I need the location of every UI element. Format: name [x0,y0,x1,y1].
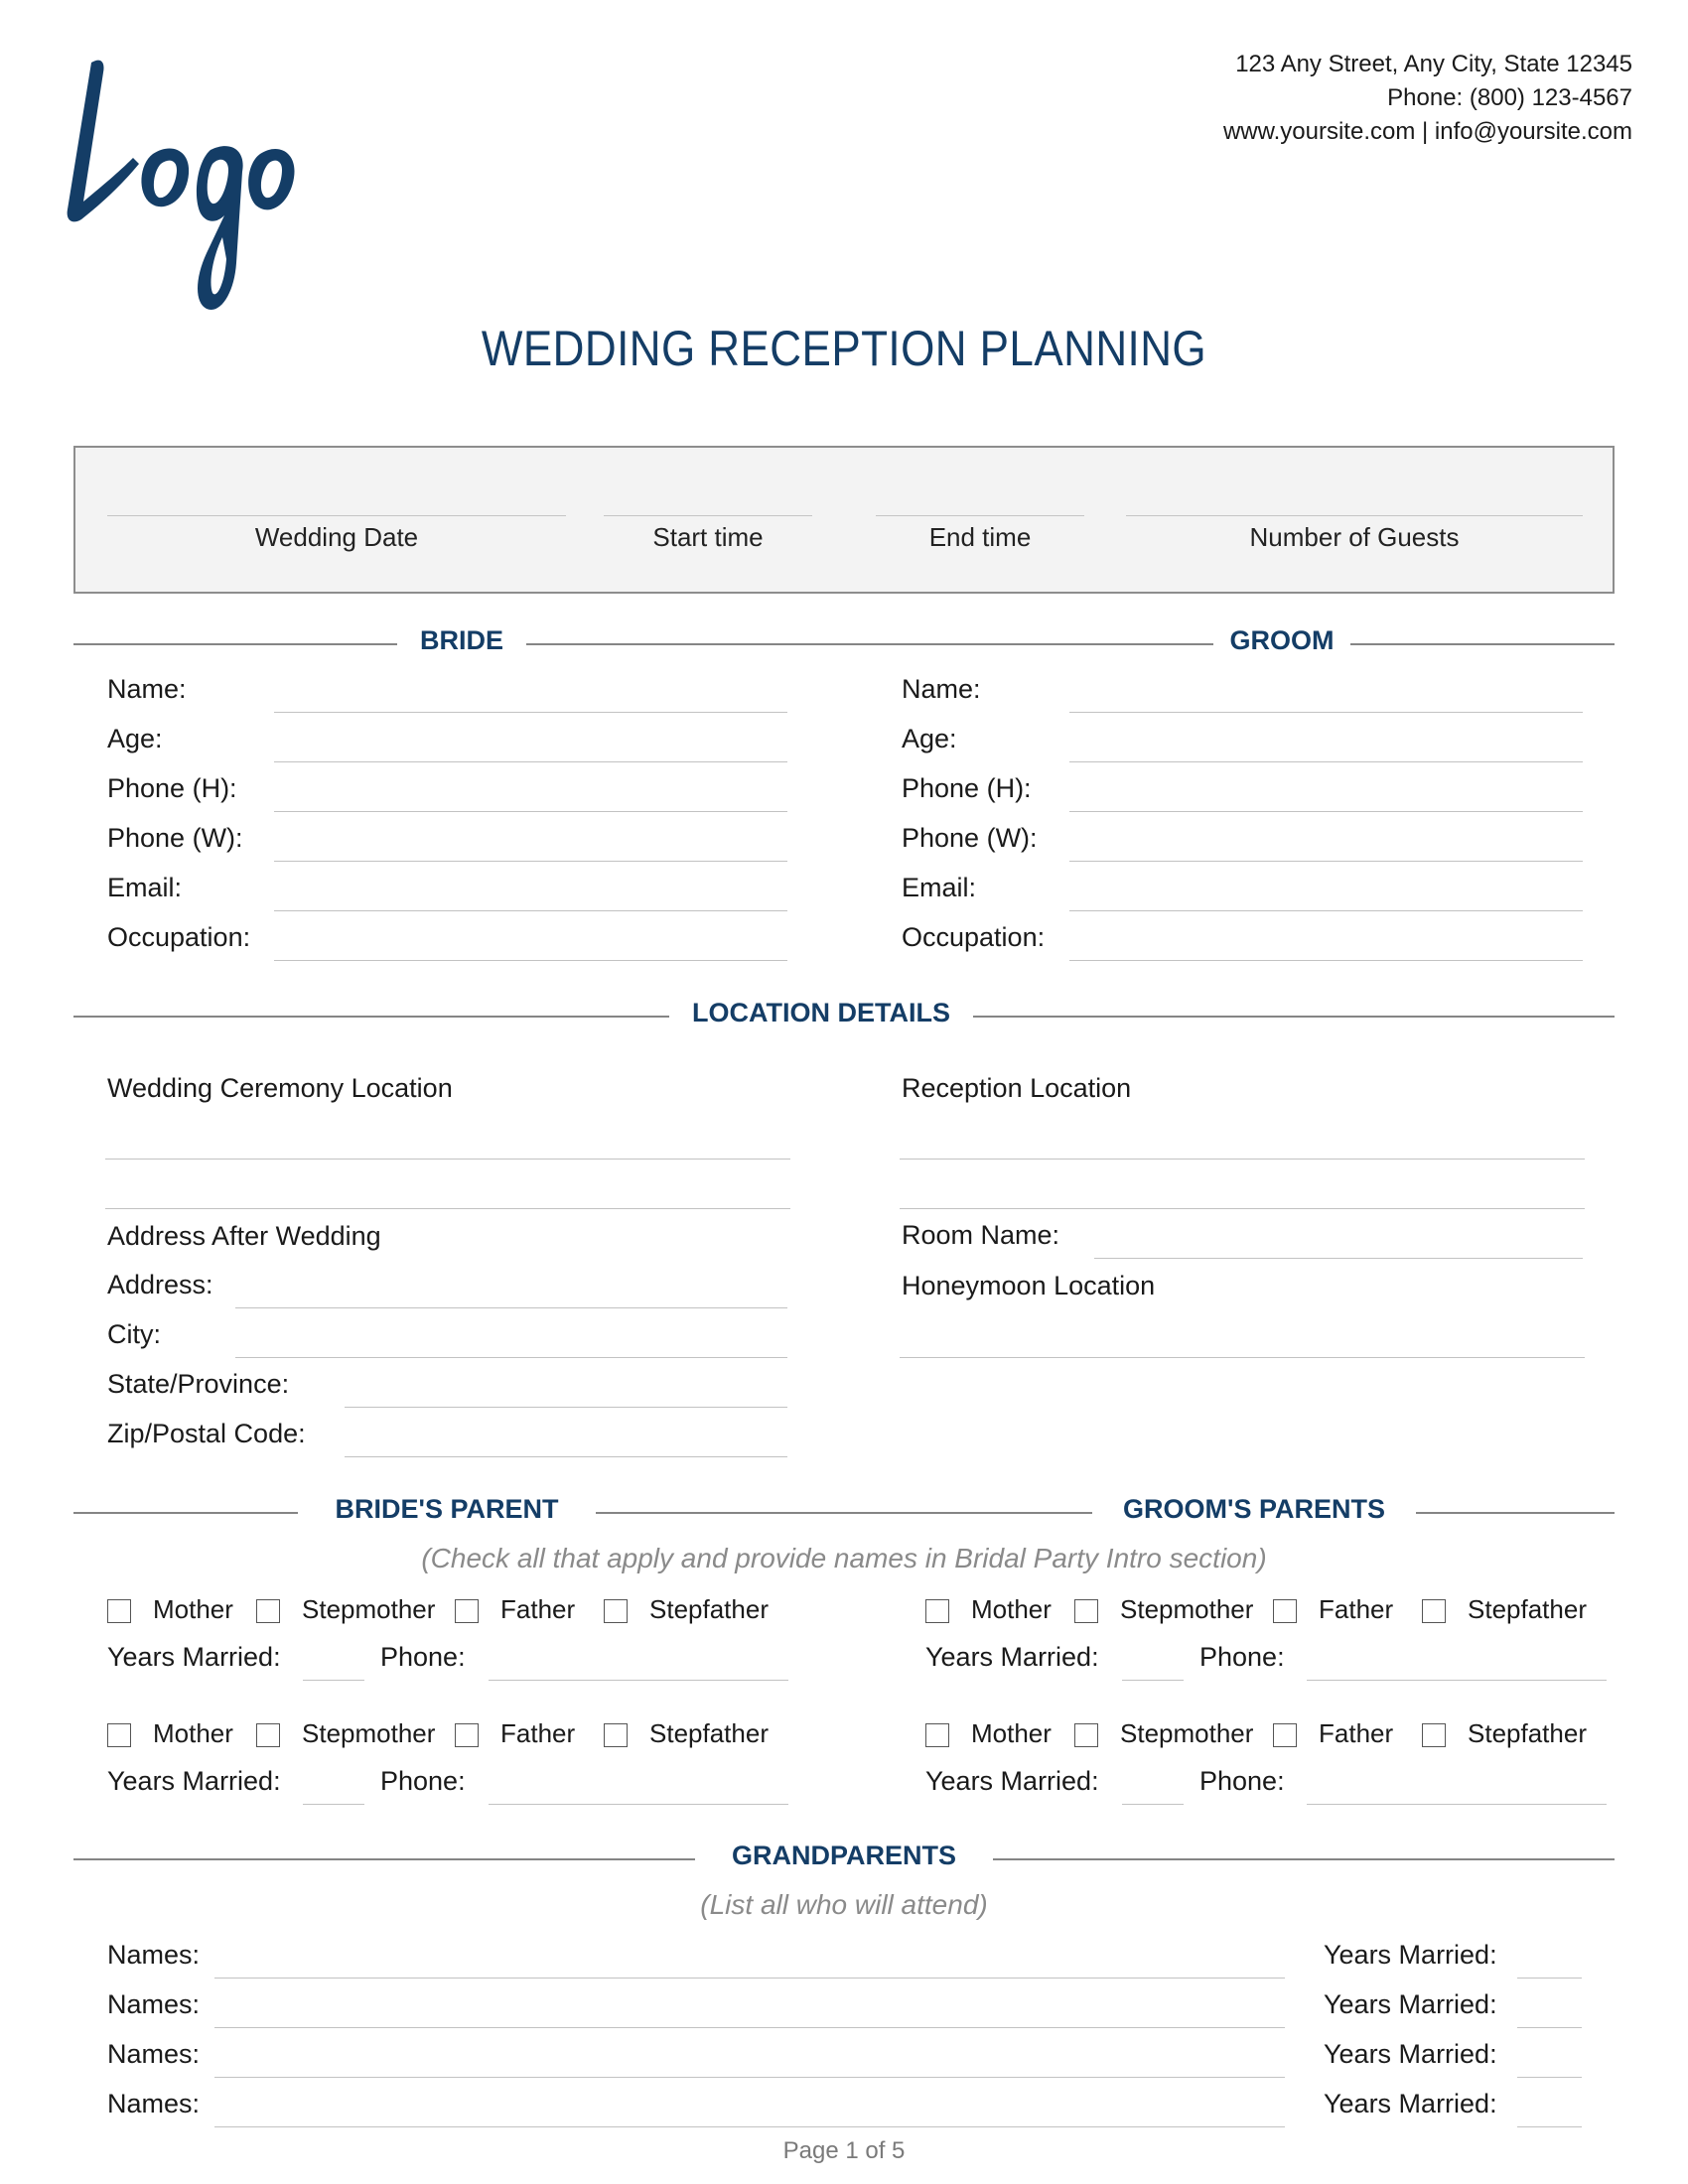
wedding-date-field[interactable] [107,515,566,553]
reception-location-input-1[interactable] [900,1159,1585,1160]
grandparents-3-names-label: Names: [107,2039,201,2069]
groom-email-label: Email: [902,873,977,902]
brides-parent-2-years-label: Years Married: [107,1766,281,1796]
start-time-field[interactable] [604,515,812,553]
city-label: City: [107,1319,161,1349]
number-of-guests-label: Number of Guests [1249,522,1460,552]
bride-phone-h-label: Phone (H): [107,773,237,803]
grandparents-2-years-input[interactable] [1517,2027,1582,2028]
bride-name-label: Name: [107,674,187,704]
ceremony-location-label: Wedding Ceremony Location [107,1073,453,1103]
groom-phone-w-input[interactable] [1069,861,1583,862]
contact-phone: Phone: (800) 123-4567 [1387,84,1632,111]
brides-parent-2-mother-checkbox[interactable] [107,1723,131,1747]
grooms-parent-2-mother-label: Mother [971,1718,1052,1748]
bride-email-label: Email: [107,873,183,902]
bride-groom-rule [526,643,1213,645]
groom-name-input[interactable] [1069,712,1583,713]
city-input[interactable] [235,1357,787,1358]
brides-parent-1-father-label: Father [500,1594,576,1624]
reception-location-input-2[interactable] [900,1208,1585,1209]
grandparents-3-years-input[interactable] [1517,2077,1582,2078]
grooms-parent-2-stepmother-checkbox[interactable] [1074,1723,1098,1747]
bride-name-input[interactable] [274,712,787,713]
parents-rule-right [1416,1512,1615,1514]
grandparents-3-years-label: Years Married: [1324,2039,1497,2069]
grooms-parent-2-mother-checkbox[interactable] [925,1723,949,1747]
bride-phone-h-input[interactable] [274,811,787,812]
honeymoon-location-label: Honeymoon Location [902,1271,1156,1300]
grooms-parent-2-stepfather-checkbox[interactable] [1422,1723,1446,1747]
brides-parent-2-father-label: Father [500,1718,576,1748]
brides-parent-1-stepmother-checkbox[interactable] [256,1599,280,1623]
groom-age-input[interactable] [1069,761,1583,762]
grooms-parent-1-stepfather-checkbox[interactable] [1422,1599,1446,1623]
brides-parent-2-stepmother-checkbox[interactable] [256,1723,280,1747]
brides-parent-1-stepfather-label: Stepfather [649,1594,769,1624]
bride-age-label: Age: [107,724,163,753]
groom-occupation-label: Occupation: [902,922,1046,952]
grooms-parent-2-years-input[interactable] [1122,1804,1184,1805]
grooms-parent-2-years-label: Years Married: [925,1766,1099,1796]
grooms-parent-2-phone-input[interactable] [1307,1804,1607,1805]
end-time-field[interactable] [876,515,1084,553]
location-heading: LOCATION DETAILS [692,998,950,1027]
grooms-parent-1-stepmother-checkbox[interactable] [1074,1599,1098,1623]
grooms-parent-1-years-label: Years Married: [925,1642,1099,1672]
grandparents-4-names-input[interactable] [214,2126,1285,2127]
grandparents-2-names-input[interactable] [214,2027,1285,2028]
address-label: Address: [107,1270,213,1299]
grooms-parent-2-phone-label: Phone: [1199,1766,1285,1796]
grandparents-1-names-label: Names: [107,1940,201,1970]
grooms-parent-2-father-label: Father [1319,1718,1394,1748]
address-after-wedding-label: Address After Wedding [107,1221,381,1251]
contact-address: 123 Any Street, Any City, State 12345 [1235,51,1632,77]
groom-rule-right [1350,643,1615,645]
bride-email-input[interactable] [274,910,787,911]
grooms-parent-1-stepfather-label: Stepfather [1468,1594,1587,1624]
grooms-parent-2-father-checkbox[interactable] [1273,1723,1297,1747]
grandparents-4-years-input[interactable] [1517,2126,1582,2127]
grooms-parent-2-stepmother-label: Stepmother [1120,1718,1254,1748]
grooms-parent-1-phone-label: Phone: [1199,1642,1285,1672]
grooms-parent-1-mother-checkbox[interactable] [925,1599,949,1623]
groom-email-input[interactable] [1069,910,1583,911]
contact-web-email[interactable]: www.yoursite.com | info@yoursite.com [1222,118,1632,145]
grandparents-heading: GRANDPARENTS [731,1841,956,1870]
bride-occupation-label: Occupation: [107,922,251,952]
brides-parent-1-phone-label: Phone: [380,1642,466,1672]
ceremony-location-input-1[interactable] [105,1159,790,1160]
grooms-parent-1-years-input[interactable] [1122,1680,1184,1681]
brides-parent-1-years-label: Years Married: [107,1642,281,1672]
grandparents-1-years-input[interactable] [1517,1978,1582,1979]
state-province-input[interactable] [345,1407,787,1408]
groom-phone-h-label: Phone (H): [902,773,1032,803]
brides-parent-1-phone-input[interactable] [489,1680,788,1681]
brides-parent-1-stepmother-label: Stepmother [302,1594,436,1624]
grandparents-1-names-input[interactable] [214,1978,1285,1979]
summary-box [73,446,1615,594]
number-of-guests-field[interactable] [1126,515,1583,553]
brides-parent-2-stepfather-label: Stepfather [649,1718,769,1748]
groom-name-label: Name: [902,674,981,704]
brides-parent-2-years-input[interactable] [303,1804,364,1805]
bride-occupation-input[interactable] [274,960,787,961]
brides-parent-1-father-checkbox[interactable] [455,1599,479,1623]
brides-parent-2-phone-input[interactable] [489,1804,788,1805]
groom-age-label: Age: [902,724,957,753]
bride-heading: BRIDE [419,625,503,655]
end-time-label: End time [928,522,1032,552]
logo [62,55,300,323]
room-name-label: Room Name: [902,1220,1060,1250]
brides-parent-2-stepmother-label: Stepmother [302,1718,436,1748]
location-rule-right [973,1016,1615,1018]
brides-parent-1-years-input[interactable] [303,1680,364,1681]
grooms-parent-1-mother-label: Mother [971,1594,1052,1624]
brides-parent-2-father-checkbox[interactable] [455,1723,479,1747]
logo-script-icon [62,55,300,323]
page-number: Page 1 of 5 [782,2137,906,2164]
grandparents-rule-right [993,1858,1615,1860]
location-rule-left [73,1016,669,1018]
brides-parent-2-stepfather-checkbox[interactable] [604,1723,628,1747]
parents-note: (Check all that apply and provide names in Bridal Party Intro section) [421,1543,1267,1573]
grooms-parent-1-phone-input[interactable] [1307,1680,1607,1681]
parents-rule-left [73,1512,298,1514]
grooms-parent-2-stepfather-label: Stepfather [1468,1718,1587,1748]
brides-parent-1-mother-checkbox[interactable] [107,1599,131,1623]
start-time-label: Start time [652,522,764,552]
brides-parent-2-mother-label: Mother [153,1718,233,1748]
bride-phone-w-input[interactable] [274,861,787,862]
grandparents-1-years-label: Years Married: [1324,1940,1497,1970]
brides-parent-heading: BRIDE'S PARENT [335,1494,559,1524]
grandparents-2-years-label: Years Married: [1324,1989,1497,2019]
honeymoon-location-input[interactable] [900,1357,1585,1358]
wedding-date-label: Wedding Date [254,522,419,552]
grandparents-4-years-label: Years Married: [1324,2089,1497,2118]
grandparents-4-names-label: Names: [107,2089,201,2118]
groom-occupation-input[interactable] [1069,960,1583,961]
brides-parent-1-mother-label: Mother [153,1594,233,1624]
grooms-parent-1-father-label: Father [1319,1594,1394,1624]
zip-postal-input[interactable] [345,1456,787,1457]
brides-parent-2-phone-label: Phone: [380,1766,466,1796]
room-name-input[interactable] [1094,1258,1583,1259]
groom-phone-w-label: Phone (W): [902,823,1038,853]
ceremony-location-input-2[interactable] [105,1208,790,1209]
grooms-parent-1-stepmother-label: Stepmother [1120,1594,1254,1624]
grandparents-2-names-label: Names: [107,1989,201,2019]
groom-phone-h-input[interactable] [1069,811,1583,812]
brides-parent-1-stepfather-checkbox[interactable] [604,1599,628,1623]
state-province-label: State/Province: [107,1369,290,1399]
grooms-parent-1-father-checkbox[interactable] [1273,1599,1297,1623]
groom-heading: GROOM [1229,625,1335,655]
grandparents-3-names-input[interactable] [214,2077,1285,2078]
page-title: WEDDING RECEPTION PLANNING [481,321,1207,376]
parents-rule-middle [596,1512,1092,1514]
zip-postal-label: Zip/Postal Code: [107,1419,306,1448]
grandparents-rule-left [73,1858,695,1860]
grandparents-note: (List all who will attend) [700,1889,988,1920]
contact-block [1223,48,1632,149]
reception-location-label: Reception Location [902,1073,1132,1103]
address-input[interactable] [235,1307,787,1308]
bride-age-input[interactable] [274,761,787,762]
bride-rule-left [73,643,397,645]
grooms-parents-heading: GROOM'S PARENTS [1123,1494,1385,1524]
bride-phone-w-label: Phone (W): [107,823,243,853]
